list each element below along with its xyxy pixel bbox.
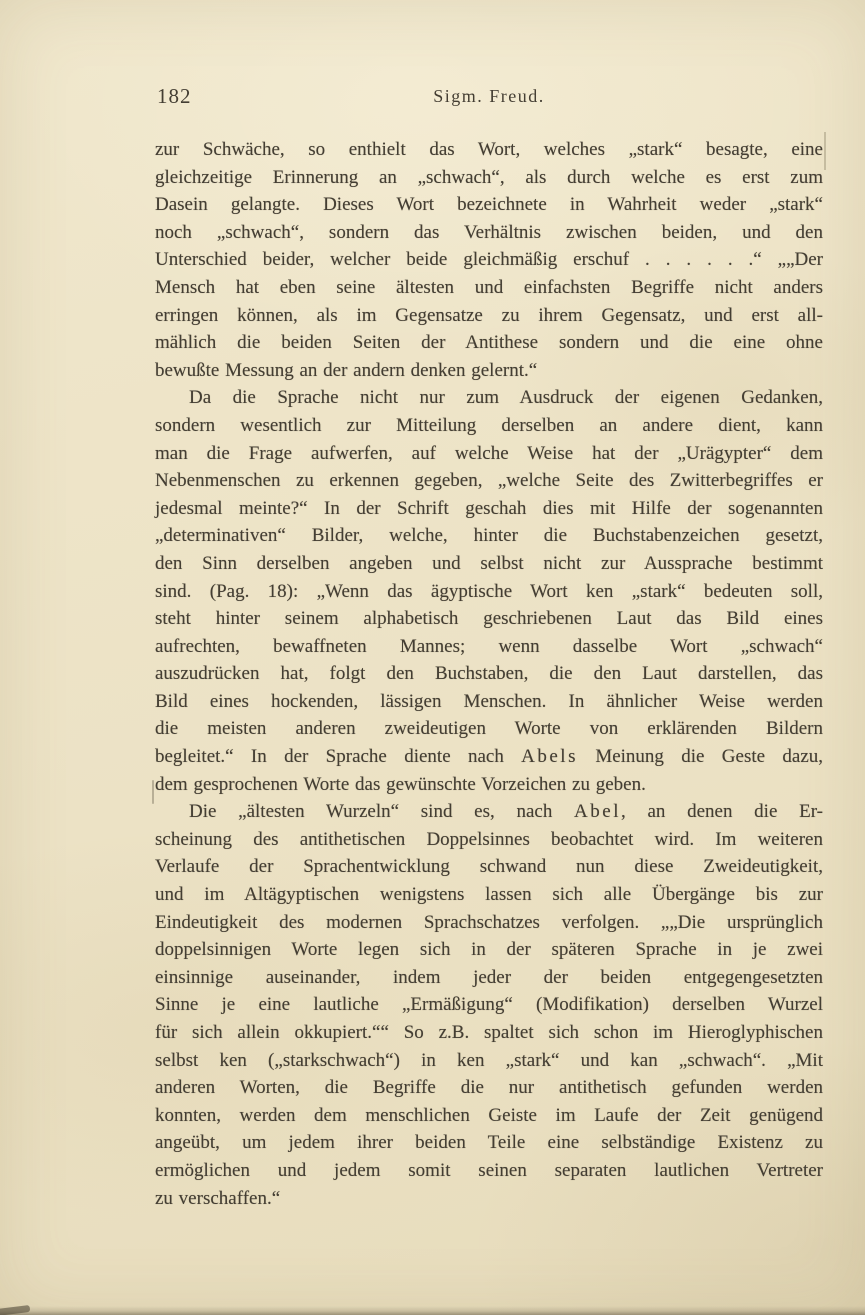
page-number: 182 bbox=[157, 84, 192, 108]
text-line: man die Frage aufwerfen, auf welche Weise hat der „Urägypter“ dem bbox=[155, 442, 823, 464]
text-line: erringen können, als im Gegensatze zu ihrem Gegensatz, und erst all- bbox=[155, 304, 823, 326]
text-line: doppelsinnigen Worte legen sich in der späteren Sprache in je zwei bbox=[155, 939, 823, 961]
text-line: einsinnige auseinander, indem jeder der beiden entgegengesetzten bbox=[155, 966, 823, 988]
scan-artifact-edge-mark bbox=[824, 132, 826, 170]
text-line: Eindeutigkeit des modernen Sprachschatzes verfolgen. „„Die ursprünglich bbox=[155, 911, 823, 933]
text-line: Unterschied beider, welcher beide gleichmäßig erschuf . . . . . .“ „„Der bbox=[155, 249, 823, 271]
running-head bbox=[155, 84, 823, 112]
text-line: konnten, werden dem menschlichen Geiste im Laufe der Zeit genügend bbox=[155, 1104, 823, 1126]
text-line: den Sinn derselben angeben und selbst nicht zur Aussprache bestimmt bbox=[155, 552, 823, 574]
text-line: dem gesprochenen Worte das gewünschte Vorzeichen zu geben. bbox=[155, 773, 646, 795]
text-line: Mensch hat eben seine ältesten und einfachsten Begriffe nicht anders bbox=[155, 276, 823, 298]
text-line: Dasein gelangte. Dieses Wort bezeichnete in Wahrheit weder „stark“ bbox=[155, 194, 823, 216]
body-text bbox=[155, 136, 823, 1212]
text-line: noch „schwach“, sondern das Verhältnis zwischen beiden, und den bbox=[155, 221, 823, 243]
text-line: jedesmal meinte?“ In der Schrift geschah dies mit Hilfe der sogenannten bbox=[155, 497, 823, 519]
text-line: scheinung des antithetischen Doppelsinnes beobachtet wird. Im weiteren bbox=[155, 828, 823, 850]
text-line: sind. (Pag. 18): „Wenn das ägyptische Wort ken „stark“ bedeuten soll, bbox=[155, 580, 823, 602]
text-line: gleichzeitige Erinnerung an „schwach“, als durch welche es erst zum bbox=[155, 166, 823, 188]
text-line: und im Altägyptischen wenigstens lassen sich alle Übergänge bis zur bbox=[155, 884, 823, 906]
text-line: ermöglichen und jedem somit seinen separaten lautlichen Vertreter bbox=[155, 1159, 823, 1181]
text-line: mählich die beiden Seiten der Antithese sondern und die eine ohne bbox=[155, 332, 823, 354]
text-line: anderen Worten, die Begriffe die nur antithetisch gefunden werden bbox=[155, 1077, 823, 1099]
running-title: Sigm. Freud. bbox=[433, 86, 545, 106]
text-line: bewußte Messung an der andern denken gelernt.“ bbox=[155, 359, 538, 381]
text-line: aufrechten, bewaffneten Mannes; wenn dasselbe Wort „schwach“ bbox=[155, 635, 823, 657]
page-bottom-edge-shadow bbox=[0, 1306, 865, 1315]
text-line: auszudrücken hat, folgt den Buchstaben, die den Laut darstellen, das bbox=[155, 663, 823, 685]
text-line: Nebenmenschen zu erkennen gegeben, „welche Seite des Zwitterbegriffes er bbox=[155, 470, 823, 492]
text-line: „determinativen“ Bilder, welche, hinter die Buchstabenzeichen gesetzt, bbox=[155, 525, 823, 547]
text-line: zur Schwäche, so enthielt das Wort, welches „stark“ besagte, eine bbox=[155, 139, 823, 160]
text-line: steht hinter seinem alphabetisch geschriebenen Laut das Bild eines bbox=[155, 608, 823, 630]
text-line: Sinne je eine lautliche „Ermäßigung“ (Modifikation) derselben Wurzel bbox=[155, 994, 823, 1016]
text-line: Da die Sprache nicht nur zum Ausdruck der eigenen Gedanken, bbox=[189, 387, 823, 409]
text-line: zu verschaffen.“ bbox=[155, 1187, 281, 1209]
text-line: Bild eines hockenden, lässigen Menschen. In ähnlicher Weise werden bbox=[155, 690, 823, 712]
scan-artifact-margin-mark bbox=[152, 780, 154, 804]
emphasized-word: Abels bbox=[521, 746, 578, 768]
text-line: selbst ken („starkschwach“) in ken „stark“ und kan „schwach“. „Mit bbox=[155, 1049, 823, 1071]
text-line: Die „ältesten Wurzeln“ sind es, nach Abel, an denen die Er- bbox=[189, 801, 823, 823]
text-line: sondern wesentlich zur Mitteilung derselben an andere dient, kann bbox=[155, 414, 823, 436]
text-line: Verlaufe der Sprachentwicklung schwand nun diese Zweideutigkeit, bbox=[155, 856, 823, 878]
emphasized-word: Abel bbox=[574, 801, 621, 823]
text-line: die meisten anderen zweideutigen Worte von erklärenden Bildern bbox=[155, 718, 823, 740]
text-line: begleitet.“ In der Sprache diente nach Abels Meinung die Geste dazu, bbox=[155, 746, 823, 768]
text-line: angeübt, um jedem ihrer beiden Teile eine selbständige Existenz zu bbox=[155, 1132, 823, 1154]
text-line: für sich allein okkupiert.““ So z.B. spaltet sich schon im Hieroglyphischen bbox=[155, 1022, 823, 1043]
